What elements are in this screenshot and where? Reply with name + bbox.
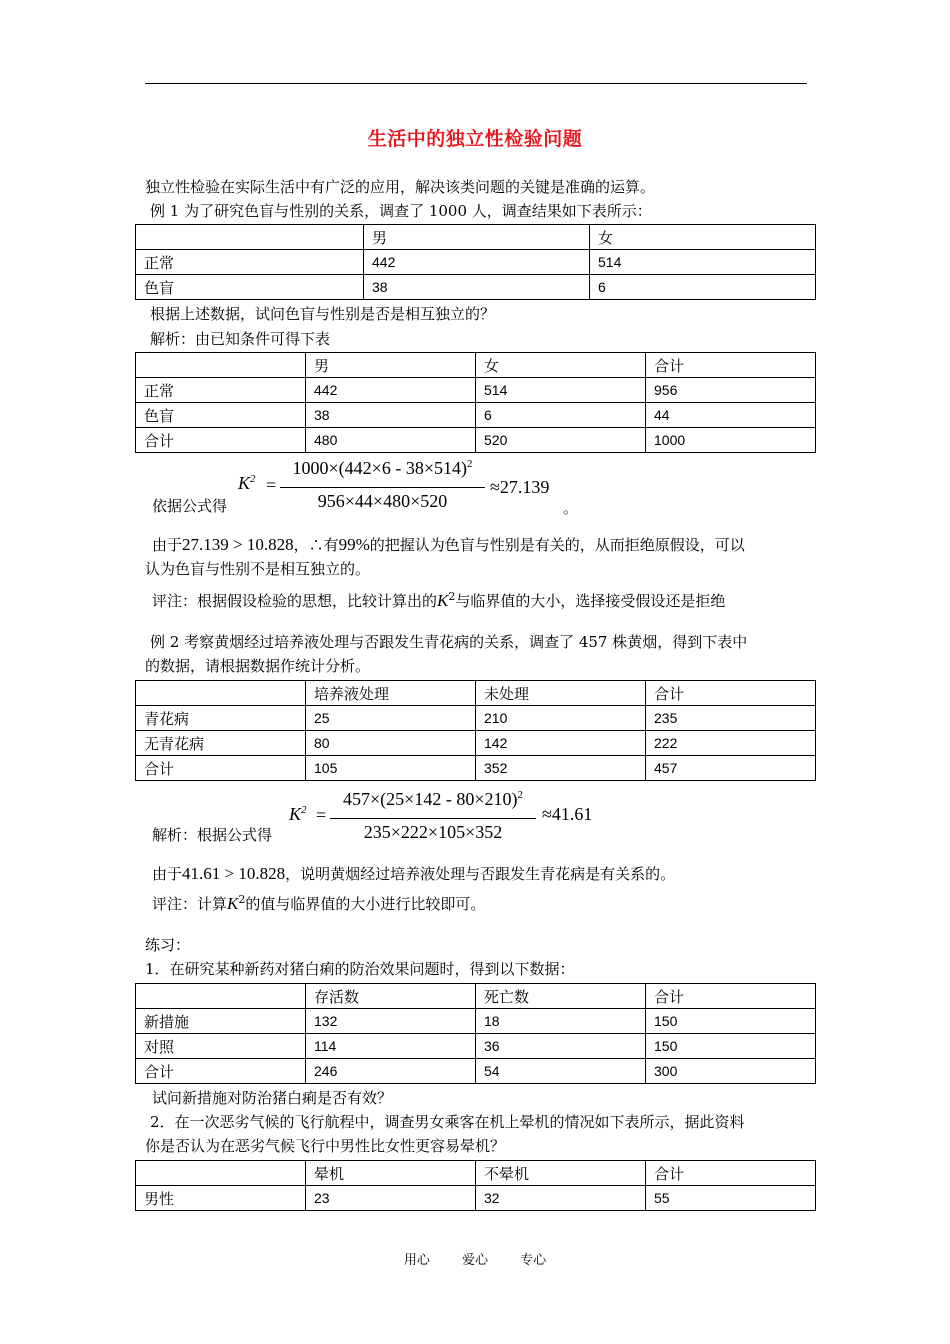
table-row: [136, 756, 816, 781]
table-row: [136, 428, 816, 453]
footer-text: 爱心: [461, 1253, 488, 1268]
table-cell: 正常: [136, 250, 364, 275]
header-rule: [145, 83, 807, 84]
table-row: [136, 250, 816, 275]
practice-table-2: [135, 1160, 816, 1211]
example2-formula-lead: 解析：根据公式得: [152, 826, 273, 844]
table-cell: 合计: [646, 1161, 816, 1186]
fraction-bar: [280, 487, 485, 488]
table-cell: 300: [646, 1059, 816, 1084]
table-header-row: [136, 681, 816, 706]
practice-question-2: 2．在一次恶劣气候的飞行航程中，调查男女乘客在机上晕机的情况如下表所示，据此资料: [150, 1113, 745, 1131]
table-row: [136, 1059, 816, 1084]
table-cell: 352: [476, 756, 646, 781]
table-cell: [136, 353, 306, 378]
table-cell: 未处理: [476, 681, 646, 706]
example1-formula-end: 。: [563, 499, 579, 517]
k-squared-symbol: $K^2$: [238, 473, 256, 493]
practice-heading: 练习：: [145, 936, 191, 954]
table-cell: 23: [306, 1186, 476, 1211]
table-cell: 105: [306, 756, 476, 781]
table-cell: 142: [476, 731, 646, 756]
example1-question: 根据上述数据，试问色盲与性别是否是相互独立的？: [150, 305, 496, 323]
example2-stem: 例 2 考察黄烟经过培养液处理与否跟发生青花病的关系，调查了 457 株黄烟，得到下表中: [150, 633, 748, 651]
example1-comment: 评注：根据假设检验的思想，比较计算出的$K^2$与临界值的大小，选择接受假设还是拒绝: [152, 590, 726, 610]
table-cell: 80: [306, 731, 476, 756]
practice-question-1: 1．在研究某种新药对猪白痢的防治效果问题时，得到以下数据：: [145, 960, 575, 978]
table-cell: 18: [476, 1009, 646, 1034]
table-cell: 培养液处理: [306, 681, 476, 706]
example1-formula-lead: 依据公式得: [152, 497, 228, 515]
equals-sign: =: [316, 805, 327, 825]
table-cell: 246: [306, 1059, 476, 1084]
example1-stem: 例 1 为了研究色盲与性别的关系，调查了 1000 人，调查结果如下表所示：: [150, 202, 652, 220]
table-cell: 442: [364, 250, 590, 275]
table-cell: 514: [476, 378, 646, 403]
equals-sign: =: [266, 475, 277, 495]
table-cell: 6: [590, 275, 816, 300]
table-cell: 死亡数: [476, 984, 646, 1009]
table-cell: 1000: [646, 428, 816, 453]
table-cell: 480: [306, 428, 476, 453]
fraction-bar: [330, 818, 536, 819]
table-cell: 114: [306, 1034, 476, 1059]
example1-conclusion-2: 认为色盲与性别不是相互独立的。: [145, 560, 371, 578]
table-header-row: [136, 353, 816, 378]
example1-fraction: [280, 458, 485, 518]
table-cell: 150: [646, 1034, 816, 1059]
example1-result: ≈27.139: [490, 477, 550, 497]
table-cell: 不晕机: [476, 1161, 646, 1186]
table-cell: 457: [646, 756, 816, 781]
table-cell: 合计: [646, 681, 816, 706]
practice-table-1: [135, 983, 816, 1084]
table-cell: 晕机: [306, 1161, 476, 1186]
table-row: [136, 1034, 816, 1059]
table-header-row: [136, 225, 816, 250]
table-cell: 54: [476, 1059, 646, 1084]
example1-conclusion: 由于27.139 > 10.828，∴有99%的把握认为色盲与性别是有关的，从而拒绝原假设，可以: [152, 535, 745, 554]
table-cell: 合计: [646, 353, 816, 378]
example1-table-totals: [135, 352, 816, 453]
table-row: [136, 403, 816, 428]
table-cell: 222: [646, 731, 816, 756]
example2-result: ≈41.61: [542, 804, 593, 824]
table-cell: 男: [364, 225, 590, 250]
table-row: [136, 378, 816, 403]
table-cell: 132: [306, 1009, 476, 1034]
practice-question-2-cont: 你是否认为在恶劣气候飞行中男性比女性更容易晕机？: [145, 1137, 506, 1155]
footer-text: 用心: [403, 1253, 430, 1268]
table-cell: 210: [476, 706, 646, 731]
table-header-row: [136, 984, 816, 1009]
table-cell: 235: [646, 706, 816, 731]
example1-analysis: 解析：由已知条件可得下表: [150, 330, 331, 348]
example2-stem-2: 的数据，请根据数据作统计分析。: [145, 657, 371, 675]
table-cell: 色盲: [136, 403, 306, 428]
fraction-denominator: 235×222×105×352: [363, 822, 503, 842]
table-cell: 38: [364, 275, 590, 300]
table-cell: 合计: [136, 428, 306, 453]
table-cell: 514: [590, 250, 816, 275]
example2-table: [135, 680, 816, 781]
example1-table-survey: [135, 224, 816, 300]
table-row: [136, 706, 816, 731]
table-cell: 无青花病: [136, 731, 306, 756]
table-cell: 青花病: [136, 706, 306, 731]
table-cell: 合计: [136, 756, 306, 781]
table-header-row: [136, 1161, 816, 1186]
table-cell: 25: [306, 706, 476, 731]
table-cell: 55: [646, 1186, 816, 1211]
table-cell: 442: [306, 378, 476, 403]
table-cell: 956: [646, 378, 816, 403]
table-cell: 36: [476, 1034, 646, 1059]
footer-text: 专心: [520, 1253, 547, 1268]
page-title: 生活中的独立性检验问题: [367, 128, 583, 150]
table-cell: 新措施: [136, 1009, 306, 1034]
table-cell: [136, 225, 364, 250]
table-cell: [136, 1161, 306, 1186]
fraction-numerator: $457\times(25\times 142 - 80\times 210)^2$: [343, 789, 523, 809]
table-row: [136, 731, 816, 756]
table-cell: 女: [590, 225, 816, 250]
example2-conclusion: 由于41.61 > 10.828，说明黄烟经过培养液处理与否跟发生青花病是有关系的。: [152, 864, 676, 883]
table-cell: 存活数: [306, 984, 476, 1009]
table-cell: 色盲: [136, 275, 364, 300]
table-cell: 女: [476, 353, 646, 378]
table-cell: 男性: [136, 1186, 306, 1211]
page-footer: [0, 1249, 950, 1268]
intro-text: 独立性检验在实际生活中有广泛的应用，解决该类问题的关键是准确的运算。: [145, 178, 656, 196]
table-cell: 合计: [136, 1059, 306, 1084]
table-cell: 44: [646, 403, 816, 428]
table-row: [136, 1186, 816, 1211]
table-cell: 正常: [136, 378, 306, 403]
table-cell: 32: [476, 1186, 646, 1211]
fraction-numerator: $1000\times(442\times 6 - 38\times 514)^2$: [292, 458, 473, 478]
table-cell: 38: [306, 403, 476, 428]
table-cell: 150: [646, 1009, 816, 1034]
table-cell: [136, 681, 306, 706]
practice-question-1-ask: 试问新措施对防治猪白痢是否有效？: [152, 1089, 393, 1107]
table-cell: 6: [476, 403, 646, 428]
table-cell: 男: [306, 353, 476, 378]
table-cell: 对照: [136, 1034, 306, 1059]
example2-comment: 评注：计算$K^2$的值与临界值的大小进行比较即可。: [152, 893, 486, 913]
table-cell: [136, 984, 306, 1009]
fraction-denominator: 956×44×480×520: [317, 491, 448, 511]
table-row: [136, 1009, 816, 1034]
example2-fraction: [330, 789, 536, 849]
table-cell: 合计: [646, 984, 816, 1009]
k-squared-symbol: $K^2$: [289, 804, 307, 824]
table-cell: 520: [476, 428, 646, 453]
table-row: [136, 275, 816, 300]
